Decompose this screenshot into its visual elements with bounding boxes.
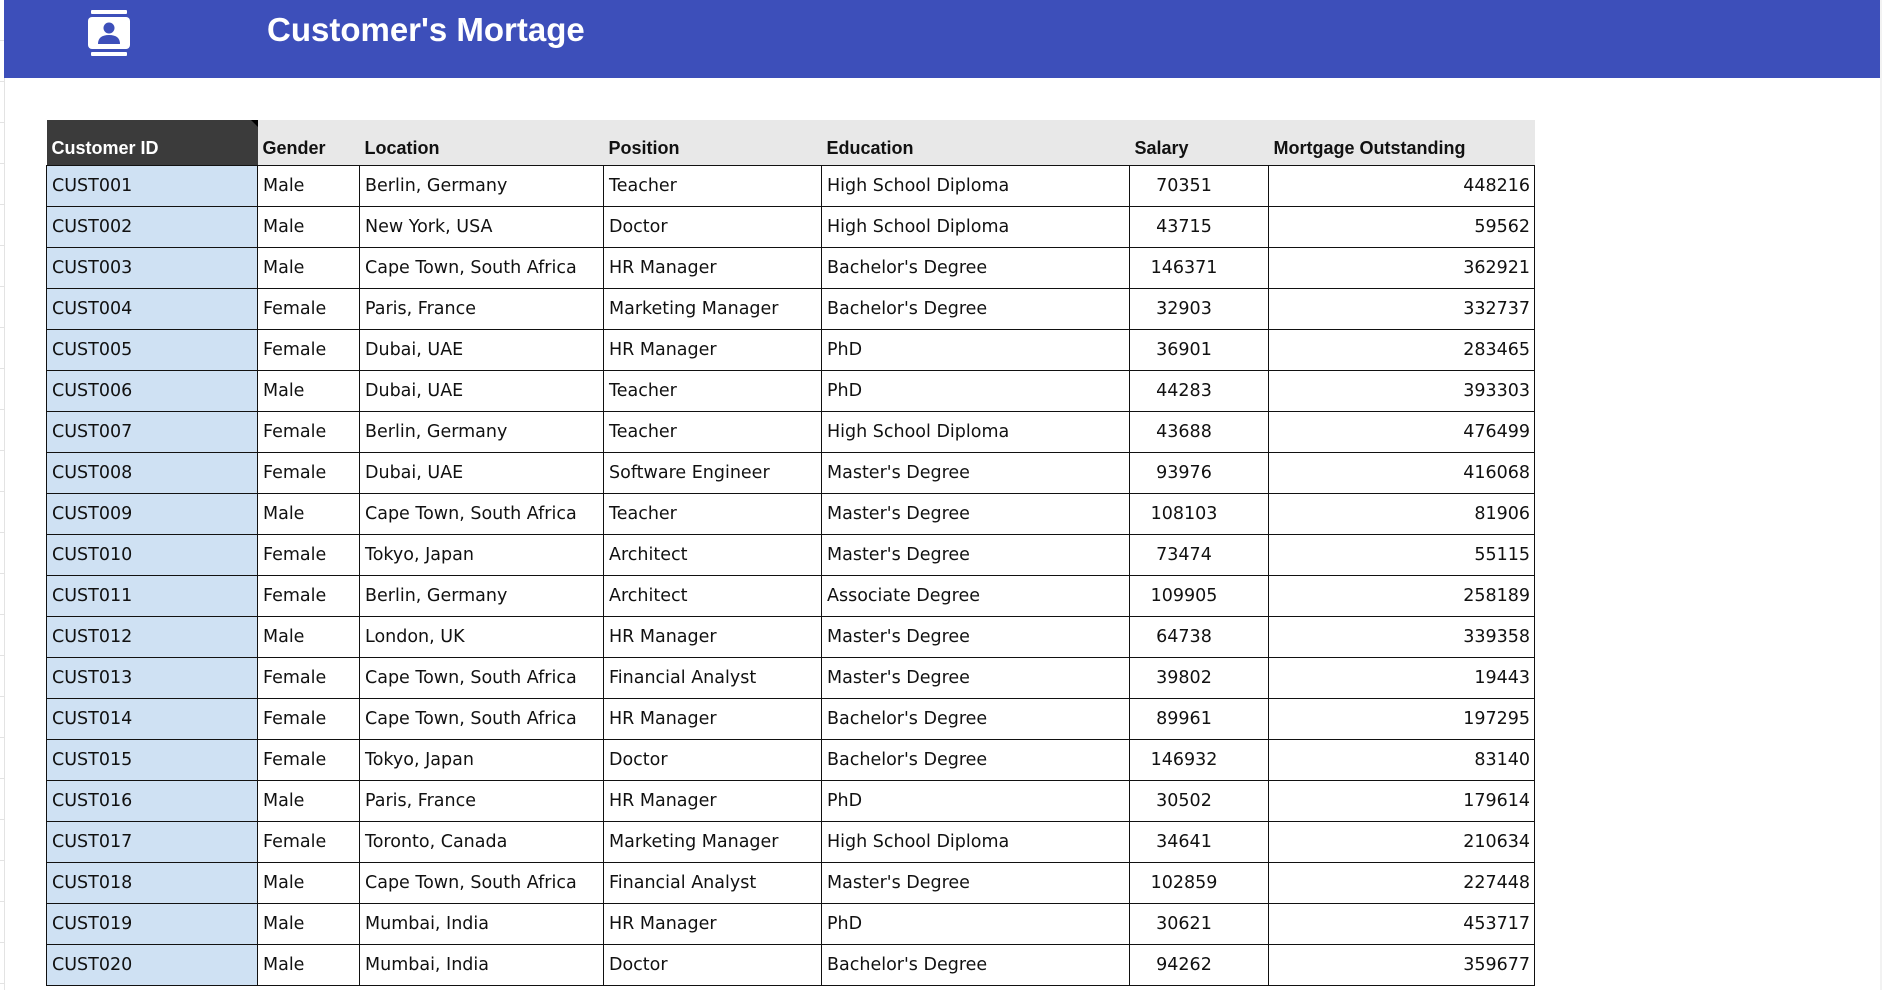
cell-customer-id[interactable]: CUST020	[47, 945, 258, 986]
table-row	[47, 863, 1535, 904]
cell-gender[interactable]: Male	[258, 863, 360, 904]
cell-mortgage-outstanding[interactable]: 210634	[1269, 822, 1535, 863]
cell-gender[interactable]: Male	[258, 207, 360, 248]
cell-position[interactable]: HR Manager	[604, 330, 822, 371]
cell-mortgage-outstanding[interactable]: 258189	[1269, 576, 1535, 617]
cell-position[interactable]: Financial Analyst	[604, 863, 822, 904]
table-row	[47, 289, 1535, 330]
cell-education[interactable]: Master's Degree	[822, 453, 1130, 494]
cell-customer-id[interactable]: CUST001	[47, 166, 258, 207]
cell-salary[interactable]: 109905	[1130, 576, 1269, 617]
table-row	[47, 781, 1535, 822]
cell-mortgage-outstanding[interactable]: 81906	[1269, 494, 1535, 535]
cell-customer-id[interactable]: CUST016	[47, 781, 258, 822]
cell-location[interactable]: Toronto, Canada	[360, 822, 604, 863]
cell-position[interactable]: HR Manager	[604, 699, 822, 740]
cell-salary[interactable]: 94262	[1130, 945, 1269, 986]
cell-customer-id[interactable]: CUST006	[47, 371, 258, 412]
cell-position[interactable]: Doctor	[604, 945, 822, 986]
cell-gender[interactable]: Female	[258, 576, 360, 617]
cell-location[interactable]: Dubai, UAE	[360, 330, 604, 371]
cell-salary[interactable]: 108103	[1130, 494, 1269, 535]
table-row	[47, 822, 1535, 863]
cell-location[interactable]: Mumbai, India	[360, 904, 604, 945]
cell-mortgage-outstanding[interactable]: 59562	[1269, 207, 1535, 248]
cell-customer-id[interactable]: CUST017	[47, 822, 258, 863]
cell-position[interactable]: HR Manager	[604, 904, 822, 945]
cell-mortgage-outstanding[interactable]: 476499	[1269, 412, 1535, 453]
cell-salary[interactable]: 89961	[1130, 699, 1269, 740]
cell-mortgage-outstanding[interactable]: 448216	[1269, 166, 1535, 207]
cell-education[interactable]: Master's Degree	[822, 617, 1130, 658]
cell-salary[interactable]: 44283	[1130, 371, 1269, 412]
cell-mortgage-outstanding[interactable]: 179614	[1269, 781, 1535, 822]
cell-customer-id[interactable]: CUST008	[47, 453, 258, 494]
cell-gender[interactable]: Male	[258, 781, 360, 822]
table-row	[47, 166, 1535, 207]
table-row	[47, 535, 1535, 576]
cell-education[interactable]: Master's Degree	[822, 863, 1130, 904]
cell-customer-id[interactable]: CUST019	[47, 904, 258, 945]
cell-salary[interactable]: 64738	[1130, 617, 1269, 658]
column-header-location[interactable]: Location	[360, 120, 604, 166]
cell-location[interactable]: Dubai, UAE	[360, 371, 604, 412]
cell-customer-id[interactable]: CUST009	[47, 494, 258, 535]
table-row	[47, 658, 1535, 699]
cell-salary[interactable]: 43715	[1130, 207, 1269, 248]
cell-gender[interactable]: Female	[258, 330, 360, 371]
cell-mortgage-outstanding[interactable]: 362921	[1269, 248, 1535, 289]
cell-location[interactable]: Tokyo, Japan	[360, 535, 604, 576]
cell-salary[interactable]: 102859	[1130, 863, 1269, 904]
cell-position[interactable]: Teacher	[604, 371, 822, 412]
table-body	[47, 166, 1535, 986]
cell-education[interactable]: High School Diploma	[822, 166, 1130, 207]
cell-customer-id[interactable]: CUST018	[47, 863, 258, 904]
cell-mortgage-outstanding[interactable]: 197295	[1269, 699, 1535, 740]
table-row	[47, 617, 1535, 658]
cell-salary[interactable]: 30502	[1130, 781, 1269, 822]
page-title: Customer's Mortage	[267, 11, 585, 48]
cell-customer-id[interactable]: CUST005	[47, 330, 258, 371]
table-row	[47, 248, 1535, 289]
cell-education[interactable]: Bachelor's Degree	[822, 740, 1130, 781]
cell-location[interactable]: London, UK	[360, 617, 604, 658]
column-header-education[interactable]: Education	[822, 120, 1130, 166]
cell-location[interactable]: Paris, France	[360, 781, 604, 822]
cell-location[interactable]: Cape Town, South Africa	[360, 863, 604, 904]
table-row	[47, 371, 1535, 412]
cell-education[interactable]: Master's Degree	[822, 658, 1130, 699]
cell-customer-id[interactable]: CUST004	[47, 289, 258, 330]
cell-gender[interactable]: Male	[258, 371, 360, 412]
cell-customer-id[interactable]: CUST007	[47, 412, 258, 453]
cell-location[interactable]: Berlin, Germany	[360, 166, 604, 207]
cell-gender[interactable]: Male	[258, 904, 360, 945]
cell-customer-id[interactable]: CUST012	[47, 617, 258, 658]
cell-education[interactable]: Associate Degree	[822, 576, 1130, 617]
cell-location[interactable]: New York, USA	[360, 207, 604, 248]
column-header-customer-id[interactable]: Customer ID	[47, 120, 258, 166]
cell-mortgage-outstanding[interactable]: 83140	[1269, 740, 1535, 781]
cell-customer-id[interactable]: CUST015	[47, 740, 258, 781]
cell-position[interactable]: Doctor	[604, 740, 822, 781]
cell-mortgage-outstanding[interactable]: 55115	[1269, 535, 1535, 576]
cell-location[interactable]: Cape Town, South Africa	[360, 494, 604, 535]
table-row	[47, 904, 1535, 945]
cell-location[interactable]: Mumbai, India	[360, 945, 604, 986]
cell-gender[interactable]: Female	[258, 453, 360, 494]
cell-position[interactable]: Financial Analyst	[604, 658, 822, 699]
cell-education[interactable]: Master's Degree	[822, 535, 1130, 576]
cell-salary[interactable]: 70351	[1130, 166, 1269, 207]
cell-education[interactable]: Bachelor's Degree	[822, 248, 1130, 289]
cell-gender[interactable]: Female	[258, 289, 360, 330]
cell-location[interactable]: Dubai, UAE	[360, 453, 604, 494]
cell-education[interactable]: Master's Degree	[822, 494, 1130, 535]
cell-location[interactable]: Berlin, Germany	[360, 412, 604, 453]
table-row	[47, 412, 1535, 453]
cell-salary[interactable]: 146932	[1130, 740, 1269, 781]
column-header-position[interactable]: Position	[604, 120, 822, 166]
cell-position[interactable]: Teacher	[604, 494, 822, 535]
column-header-gender[interactable]: Gender	[258, 120, 360, 166]
cell-education[interactable]: High School Diploma	[822, 412, 1130, 453]
cell-customer-id[interactable]: CUST011	[47, 576, 258, 617]
cell-location[interactable]: Berlin, Germany	[360, 576, 604, 617]
cell-salary[interactable]: 93976	[1130, 453, 1269, 494]
cell-location[interactable]: Cape Town, South Africa	[360, 248, 604, 289]
cell-gender[interactable]: Male	[258, 248, 360, 289]
table-row	[47, 945, 1535, 986]
cell-position[interactable]: Marketing Manager	[604, 289, 822, 330]
table-row	[47, 576, 1535, 617]
cell-customer-id[interactable]: CUST014	[47, 699, 258, 740]
cell-location[interactable]: Cape Town, South Africa	[360, 658, 604, 699]
cell-salary[interactable]: 39802	[1130, 658, 1269, 699]
cell-gender[interactable]: Male	[258, 166, 360, 207]
cell-position[interactable]: Software Engineer	[604, 453, 822, 494]
cell-position[interactable]: HR Manager	[604, 248, 822, 289]
cell-salary[interactable]: 32903	[1130, 289, 1269, 330]
cell-position[interactable]: HR Manager	[604, 781, 822, 822]
cell-gender[interactable]: Male	[258, 945, 360, 986]
table-row	[47, 453, 1535, 494]
cell-position[interactable]: Architect	[604, 535, 822, 576]
cell-position[interactable]: Doctor	[604, 207, 822, 248]
cell-salary[interactable]: 43688	[1130, 412, 1269, 453]
cell-gender[interactable]: Female	[258, 740, 360, 781]
cell-mortgage-outstanding[interactable]: 19443	[1269, 658, 1535, 699]
cell-position[interactable]: Marketing Manager	[604, 822, 822, 863]
cell-mortgage-outstanding[interactable]: 332737	[1269, 289, 1535, 330]
table-header-row	[47, 120, 1535, 166]
cell-education[interactable]: PhD	[822, 781, 1130, 822]
cell-customer-id[interactable]: CUST003	[47, 248, 258, 289]
cell-mortgage-outstanding[interactable]: 393303	[1269, 371, 1535, 412]
cell-salary[interactable]: 146371	[1130, 248, 1269, 289]
cell-mortgage-outstanding[interactable]: 283465	[1269, 330, 1535, 371]
cell-location[interactable]: Paris, France	[360, 289, 604, 330]
column-header-mortgage-outstanding[interactable]: Mortgage Outstanding	[1269, 120, 1535, 166]
cell-salary[interactable]: 30621	[1130, 904, 1269, 945]
cell-education[interactable]: Bachelor's Degree	[822, 699, 1130, 740]
cell-mortgage-outstanding[interactable]: 453717	[1269, 904, 1535, 945]
customer-table	[46, 120, 1535, 986]
cell-position[interactable]: Teacher	[604, 412, 822, 453]
cell-gender[interactable]: Male	[258, 617, 360, 658]
column-header-salary[interactable]: Salary	[1130, 120, 1269, 166]
cell-education[interactable]: High School Diploma	[822, 207, 1130, 248]
cell-gender[interactable]: Male	[258, 494, 360, 535]
contact-card-icon	[88, 10, 130, 56]
table-row	[47, 699, 1535, 740]
cell-mortgage-outstanding[interactable]: 359677	[1269, 945, 1535, 986]
cell-salary[interactable]: 36901	[1130, 330, 1269, 371]
cell-education[interactable]: PhD	[822, 904, 1130, 945]
header-banner	[4, 0, 1880, 78]
cell-position[interactable]: HR Manager	[604, 617, 822, 658]
cell-gender[interactable]: Female	[258, 412, 360, 453]
cell-gender[interactable]: Female	[258, 535, 360, 576]
cell-gender[interactable]: Female	[258, 699, 360, 740]
cell-salary[interactable]: 73474	[1130, 535, 1269, 576]
table-row	[47, 494, 1535, 535]
sheet-gridlines	[0, 0, 5, 990]
cell-customer-id[interactable]: CUST010	[47, 535, 258, 576]
cell-education[interactable]: Bachelor's Degree	[822, 289, 1130, 330]
table-row	[47, 740, 1535, 781]
cell-mortgage-outstanding[interactable]: 227448	[1269, 863, 1535, 904]
cell-position[interactable]: Teacher	[604, 166, 822, 207]
cell-gender[interactable]: Female	[258, 658, 360, 699]
cell-education[interactable]: Bachelor's Degree	[822, 945, 1130, 986]
cell-customer-id[interactable]: CUST002	[47, 207, 258, 248]
cell-mortgage-outstanding[interactable]: 416068	[1269, 453, 1535, 494]
cell-position[interactable]: Architect	[604, 576, 822, 617]
cell-education[interactable]: High School Diploma	[822, 822, 1130, 863]
cell-location[interactable]: Tokyo, Japan	[360, 740, 604, 781]
cell-location[interactable]: Cape Town, South Africa	[360, 699, 604, 740]
cell-education[interactable]: PhD	[822, 330, 1130, 371]
cell-salary[interactable]: 34641	[1130, 822, 1269, 863]
table-row	[47, 207, 1535, 248]
cell-education[interactable]: PhD	[822, 371, 1130, 412]
cell-customer-id[interactable]: CUST013	[47, 658, 258, 699]
cell-gender[interactable]: Female	[258, 822, 360, 863]
table-row	[47, 330, 1535, 371]
cell-mortgage-outstanding[interactable]: 339358	[1269, 617, 1535, 658]
